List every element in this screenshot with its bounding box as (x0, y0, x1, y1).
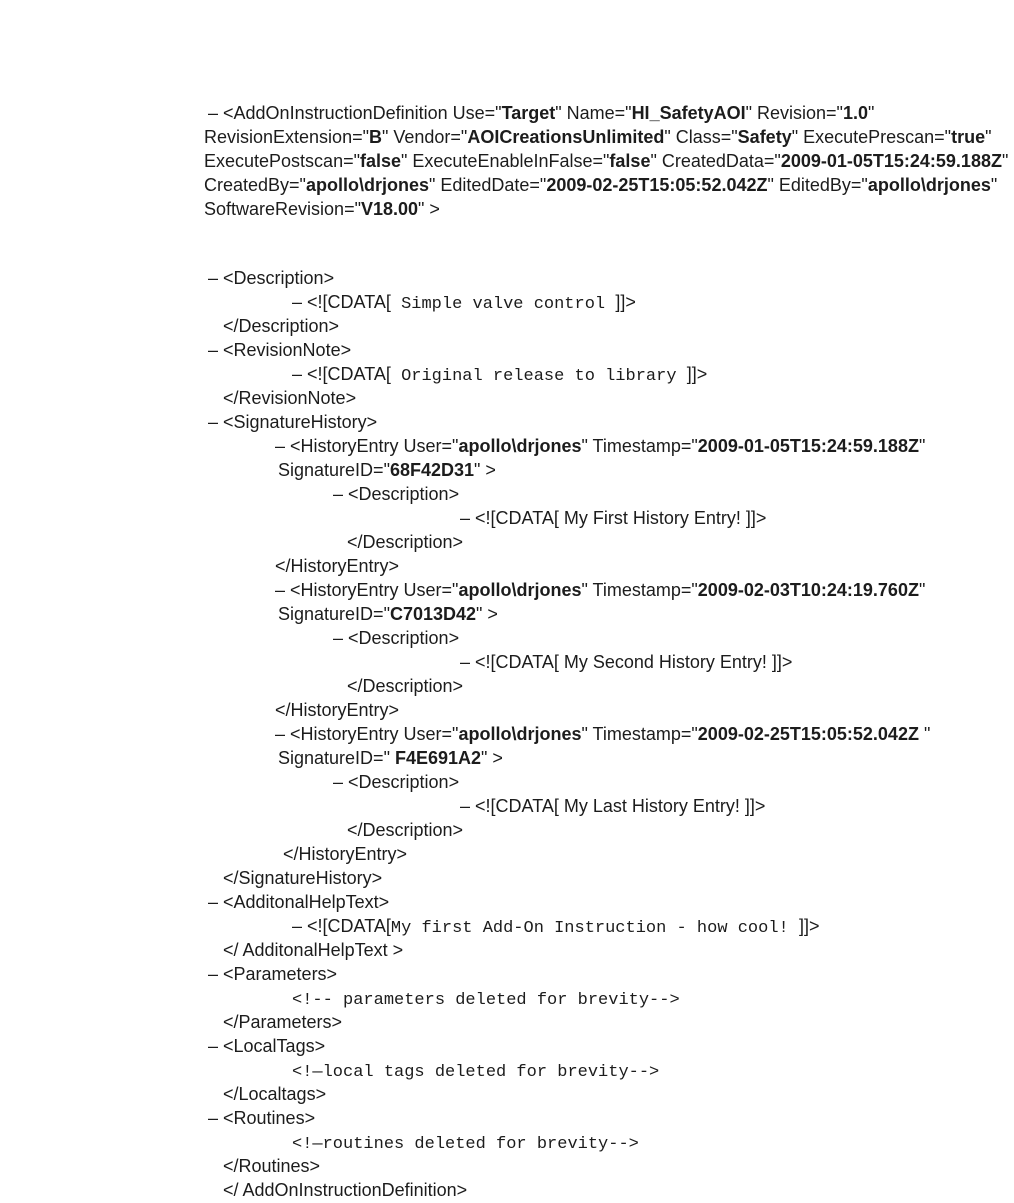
xml-text: – (292, 292, 308, 312)
xml-text: – (208, 268, 224, 288)
xml-text: " Timestamp=" (581, 724, 698, 744)
attribute-value: apollo\drjones (867, 175, 991, 195)
xml-text: " EditedBy=" (767, 175, 868, 195)
xml-line (0, 530, 1014, 554)
xml-text: – (292, 364, 308, 384)
xml-text: – (208, 340, 224, 360)
xml-text: – (275, 436, 291, 456)
xml-text: ]]> (798, 916, 820, 936)
xml-text: <![CDATA[ (307, 364, 391, 384)
xml-text: – (460, 508, 476, 528)
attribute-value: 2009-02-03T10:24:19.760Z (697, 580, 919, 600)
xml-text: " > (418, 199, 440, 219)
xml-text: </Parameters> (223, 1012, 343, 1032)
xml-text: SoftwareRevision=" (204, 199, 361, 219)
mono-content: Original release to library (390, 367, 687, 386)
xml-line (0, 149, 1014, 173)
attribute-value: AOICreationsUnlimited (467, 127, 665, 147)
xml-text: </Description> (347, 820, 464, 840)
xml-text: <Description> (223, 268, 335, 288)
xml-text: " Class=" (664, 127, 738, 147)
xml-text: " (918, 436, 926, 456)
attribute-value: Target (501, 103, 556, 123)
xml-text: <Description> (348, 484, 460, 504)
attribute-value: false (359, 151, 402, 171)
xml-text: <![CDATA[ My Last History Entry! ]]> (475, 796, 766, 816)
xml-text: – (208, 964, 224, 984)
xml-line (0, 818, 1014, 842)
xml-text: </HistoryEntry> (283, 844, 408, 864)
xml-text: <LocalTags> (223, 1036, 326, 1056)
xml-line (0, 962, 1014, 986)
xml-line (0, 314, 1014, 338)
xml-line (0, 173, 1014, 197)
xml-text: – (333, 772, 349, 792)
xml-text: – (460, 796, 476, 816)
xml-body-block (0, 266, 1014, 1202)
xml-text: </Description> (347, 676, 464, 696)
attribute-value: 2009-01-05T15:24:59.188Z (697, 436, 919, 456)
attribute-value: V18.00 (360, 199, 419, 219)
xml-line (0, 1178, 1014, 1202)
xml-text: CreatedBy=" (204, 175, 306, 195)
xml-text: " Name=" (555, 103, 632, 123)
xml-text: </ AddOnInstructionDefinition> (223, 1180, 468, 1200)
xml-line (0, 197, 1014, 221)
xml-header-block (0, 101, 1014, 221)
attribute-value: F4E691A2 (394, 748, 482, 768)
mono-content: <!—routines deleted for brevity--> (292, 1135, 639, 1154)
xml-text: </Description> (347, 532, 464, 552)
xml-line (0, 842, 1014, 866)
attribute-value: false (609, 151, 651, 171)
xml-text: RevisionExtension=" (204, 127, 369, 147)
xml-line (0, 890, 1014, 914)
xml-line (0, 722, 1014, 746)
xml-text: " EditedDate=" (428, 175, 547, 195)
xml-line (0, 458, 1014, 482)
xml-text: " > (481, 748, 503, 768)
xml-text: – (275, 724, 291, 744)
xml-text: – (208, 892, 224, 912)
xml-text: <RevisionNote> (223, 340, 352, 360)
xml-text: </Description> (223, 316, 340, 336)
xml-text: – (208, 1036, 224, 1056)
attribute-value: apollo\drjones (458, 436, 582, 456)
xml-line (0, 794, 1014, 818)
xml-line (0, 1010, 1014, 1034)
xml-text: <![CDATA[ My First History Entry! ]]> (475, 508, 767, 528)
xml-line (0, 1058, 1014, 1082)
attribute-value: 1.0 (842, 103, 868, 123)
xml-line (0, 986, 1014, 1010)
xml-text: " (985, 127, 992, 147)
xml-text: " (990, 175, 998, 195)
xml-text: " Revision=" (745, 103, 843, 123)
xml-line (0, 386, 1014, 410)
xml-text: <SignatureHistory> (223, 412, 378, 432)
xml-line (0, 602, 1014, 626)
attribute-value: C7013D42 (389, 604, 477, 624)
attribute-value: 2009-01-05T15:24:59.188Z (780, 151, 1002, 171)
xml-text: <Routines> (223, 1108, 316, 1128)
xml-text: – (208, 1108, 224, 1128)
xml-text: ExecutePostscan=" (204, 151, 360, 171)
xml-text: </ AdditonalHelpText > (223, 940, 404, 960)
xml-text: – (208, 103, 224, 123)
xml-line (0, 698, 1014, 722)
xml-text: – (460, 652, 476, 672)
xml-text: </HistoryEntry> (275, 700, 400, 720)
xml-line (0, 938, 1014, 962)
attribute-value: apollo\drjones (458, 580, 582, 600)
attribute-value: 2009-02-25T15:05:52.042Z (697, 724, 924, 744)
xml-line (0, 482, 1014, 506)
mono-content: <!—local tags deleted for brevity--> (292, 1063, 660, 1082)
xml-line (0, 866, 1014, 890)
xml-line (0, 914, 1014, 938)
xml-text: <Description> (348, 628, 460, 648)
xml-text: " ExecuteEnableInFalse=" (401, 151, 610, 171)
attribute-value: apollo\drjones (458, 724, 582, 744)
xml-text: <![CDATA[ (307, 916, 391, 936)
xml-text: SignatureID=" (278, 748, 395, 768)
xml-text: <![CDATA[ (307, 292, 391, 312)
xml-text: <AddOnInstructionDefinition Use=" (223, 103, 502, 123)
mono-content: <!-- parameters deleted for brevity--> (292, 991, 680, 1010)
xml-line (0, 746, 1014, 770)
xml-line (0, 290, 1014, 314)
xml-text: </SignatureHistory> (223, 868, 383, 888)
xml-line (0, 410, 1014, 434)
xml-line (0, 125, 1014, 149)
xml-text: " CreatedData=" (650, 151, 781, 171)
xml-line (0, 1106, 1014, 1130)
xml-line (0, 770, 1014, 794)
xml-line (0, 1034, 1014, 1058)
xml-line (0, 626, 1014, 650)
xml-line (0, 578, 1014, 602)
xml-line (0, 266, 1014, 290)
xml-text: – (292, 916, 308, 936)
attribute-value: 2009-02-25T15:05:52.042Z (546, 175, 768, 195)
xml-text: " Timestamp=" (581, 580, 698, 600)
xml-text: " Vendor=" (381, 127, 468, 147)
xml-line (0, 1154, 1014, 1178)
xml-line (0, 362, 1014, 386)
xml-line (0, 650, 1014, 674)
xml-text: " (867, 103, 875, 123)
xml-text: </Routines> (223, 1156, 321, 1176)
xml-text: " > (476, 604, 498, 624)
xml-line (0, 506, 1014, 530)
xml-text: – (275, 580, 291, 600)
xml-text: <![CDATA[ My Second History Entry! ]]> (475, 652, 793, 672)
xml-text: <Description> (348, 772, 460, 792)
xml-text: </HistoryEntry> (275, 556, 400, 576)
attribute-value: apollo\drjones (305, 175, 429, 195)
xml-text: " ExecutePrescan=" (791, 127, 952, 147)
xml-line (0, 674, 1014, 698)
xml-text: SignatureID=" (278, 604, 390, 624)
attribute-value: 68F42D31 (389, 460, 475, 480)
attribute-value: B (368, 127, 382, 147)
mono-content: Simple valve control (390, 295, 616, 314)
xml-text: <HistoryEntry User=" (290, 436, 459, 456)
attribute-value: Safety (737, 127, 792, 147)
xml-line (0, 338, 1014, 362)
xml-text: " Timestamp=" (581, 436, 698, 456)
xml-line (0, 434, 1014, 458)
xml-text: ]]> (615, 292, 636, 312)
attribute-value: HI_SafetyAOI (631, 103, 746, 123)
xml-text: " > (474, 460, 496, 480)
attribute-value: true (951, 127, 986, 147)
xml-text: <AdditonalHelpText> (223, 892, 390, 912)
xml-text: </RevisionNote> (223, 388, 357, 408)
xml-line (0, 1130, 1014, 1154)
xml-text: " (918, 580, 926, 600)
xml-line (0, 101, 1014, 125)
xml-text: " (1001, 151, 1009, 171)
mono-content: My first Add-On Instruction - how cool! (390, 919, 799, 938)
xml-text: – (333, 484, 349, 504)
xml-text: ]]> (686, 364, 708, 384)
xml-text: SignatureID=" (278, 460, 390, 480)
xml-text: <HistoryEntry User=" (290, 580, 459, 600)
xml-line (0, 554, 1014, 578)
xml-text: " (923, 724, 931, 744)
xml-line (0, 1082, 1014, 1106)
xml-text: </Localtags> (223, 1084, 327, 1104)
xml-text: <Parameters> (223, 964, 338, 984)
xml-text: – (208, 412, 224, 432)
xml-text: – (333, 628, 349, 648)
xml-text: <HistoryEntry User=" (290, 724, 459, 744)
